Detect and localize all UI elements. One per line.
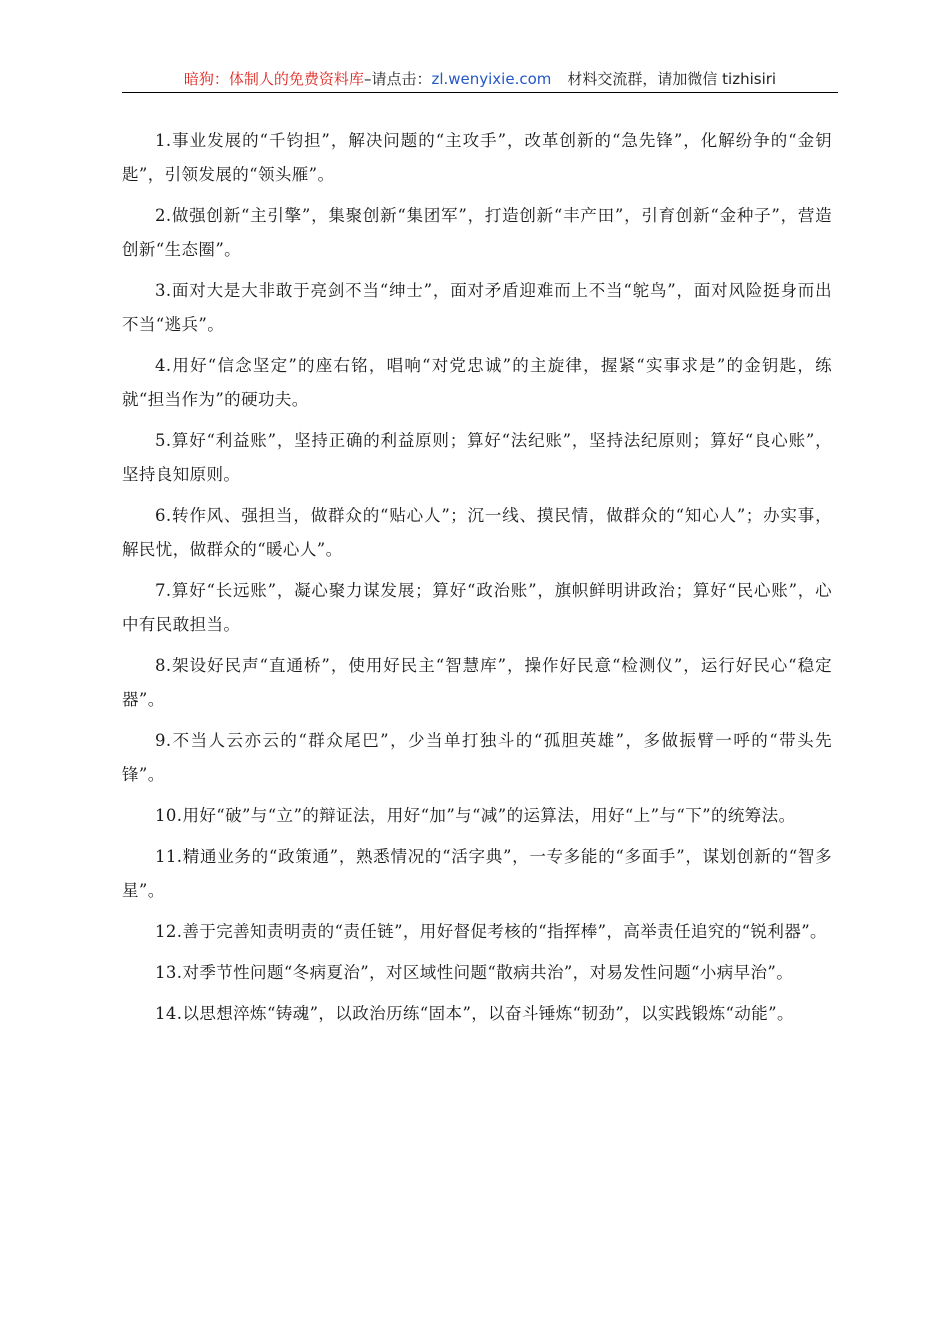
list-item: 7.算好“长远账”，凝心聚力谋发展；算好“政治账”，旗帜鲜明讲政治；算好“民心账”，心中有民敢担当。 bbox=[122, 581, 832, 634]
list-item: 11.精通业务的“政策通”，熟悉情况的“活字典”，一专多能的“多面手”，谋划创新的“智多星”。 bbox=[122, 847, 832, 900]
list-item: 12.善于完善知责明责的“责任链”，用好督促考核的“指挥棒”，高举责任追究的“锐利器”。 bbox=[155, 922, 827, 941]
header-contact: 材料交流群，请加微信 tizhisiri bbox=[567, 70, 777, 88]
header-link[interactable]: zl.wenyixie.com bbox=[431, 70, 552, 88]
list-item: 8.架设好民声“直通桥”，使用好民主“智慧库”，操作好民意“检测仪”，运行好民心“稳定器”。 bbox=[122, 656, 832, 709]
list-item: 1.事业发展的“千钧担”，解决问题的“主攻手”，改革创新的“急先锋”，化解纷争的“金钥匙”，引领发展的“领头雁”。 bbox=[122, 131, 832, 184]
document-body bbox=[122, 124, 832, 1038]
page-header bbox=[122, 66, 838, 93]
list-item: 2.做强创新“主引擎”，集聚创新“集团军”，打造创新“丰产田”，引育创新“金种子”，营造创新“生态圈”。 bbox=[122, 206, 832, 259]
list-item: 5.算好“利益账”，坚持正确的利益原则；算好“法纪账”，坚持法纪原则；算好“良心账”，坚持良知原则。 bbox=[122, 431, 832, 484]
list-item: 13.对季节性问题“冬病夏治”，对区域性问题“散病共治”，对易发性问题“小病早治”。 bbox=[155, 963, 794, 982]
list-item: 10.用好“破”与“立”的辩证法，用好“加”与“减”的运算法，用好“上”与“下”的统筹法。 bbox=[155, 806, 796, 825]
header-separator: –请点击： bbox=[363, 70, 432, 88]
list-item: 4.用好“信念坚定”的座右铭，唱响“对党忠诚”的主旋律，握紧“实事求是”的金钥匙，练就“担当作为”的硬功夫。 bbox=[122, 356, 832, 409]
list-item: 14.以思想淬炼“铸魂”，以政治历练“固本”，以奋斗锤炼“韧劲”，以实践锻炼“动能”。 bbox=[155, 1004, 794, 1023]
list-item: 6.转作风、强担当，做群众的“贴心人”；沉一线、摸民情，做群众的“知心人”；办实事，解民忧，做群众的“暖心人”。 bbox=[122, 506, 832, 559]
header-brand: 暗狗：体制人的免费资料库 bbox=[183, 70, 364, 88]
list-item: 3.面对大是大非敢于亮剑不当“绅士”，面对矛盾迎难而上不当“鸵鸟”，面对风险挺身而出不当“逃兵”。 bbox=[122, 281, 832, 334]
list-item: 9.不当人云亦云的“群众尾巴”，少当单打独斗的“孤胆英雄”，多做振臂一呼的“带头先锋”。 bbox=[122, 731, 832, 784]
